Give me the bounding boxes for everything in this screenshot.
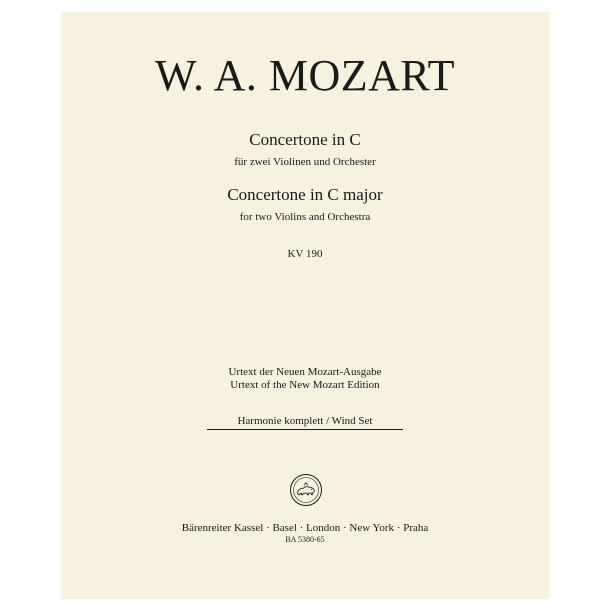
subtitle-german: für zwei Violinen und Orchester	[234, 156, 376, 168]
composer-name: W. A. MOZART	[155, 51, 455, 100]
urtext-german: Urtext der Neuen Mozart-Ausgabe	[228, 366, 382, 378]
publisher-line: Bärenreiter Kassel · Basel · London · New York · Praha	[181, 522, 429, 534]
catalogue-number: KV 190	[287, 248, 323, 260]
title-german: Concertone in C	[249, 130, 361, 149]
title-english: Concertone in C major	[227, 185, 383, 204]
part-label: Harmonie komplett / Wind Set	[237, 415, 373, 427]
part-label-box	[207, 416, 403, 430]
score-cover	[61, 12, 549, 599]
baerenreiter-bear-logo-icon	[289, 473, 323, 507]
edition-number: BA 5380-65	[285, 535, 325, 544]
subtitle-english: for two Violins and Orchestra	[239, 211, 371, 223]
urtext-english: Urtext of the New Mozart Edition	[230, 379, 380, 391]
